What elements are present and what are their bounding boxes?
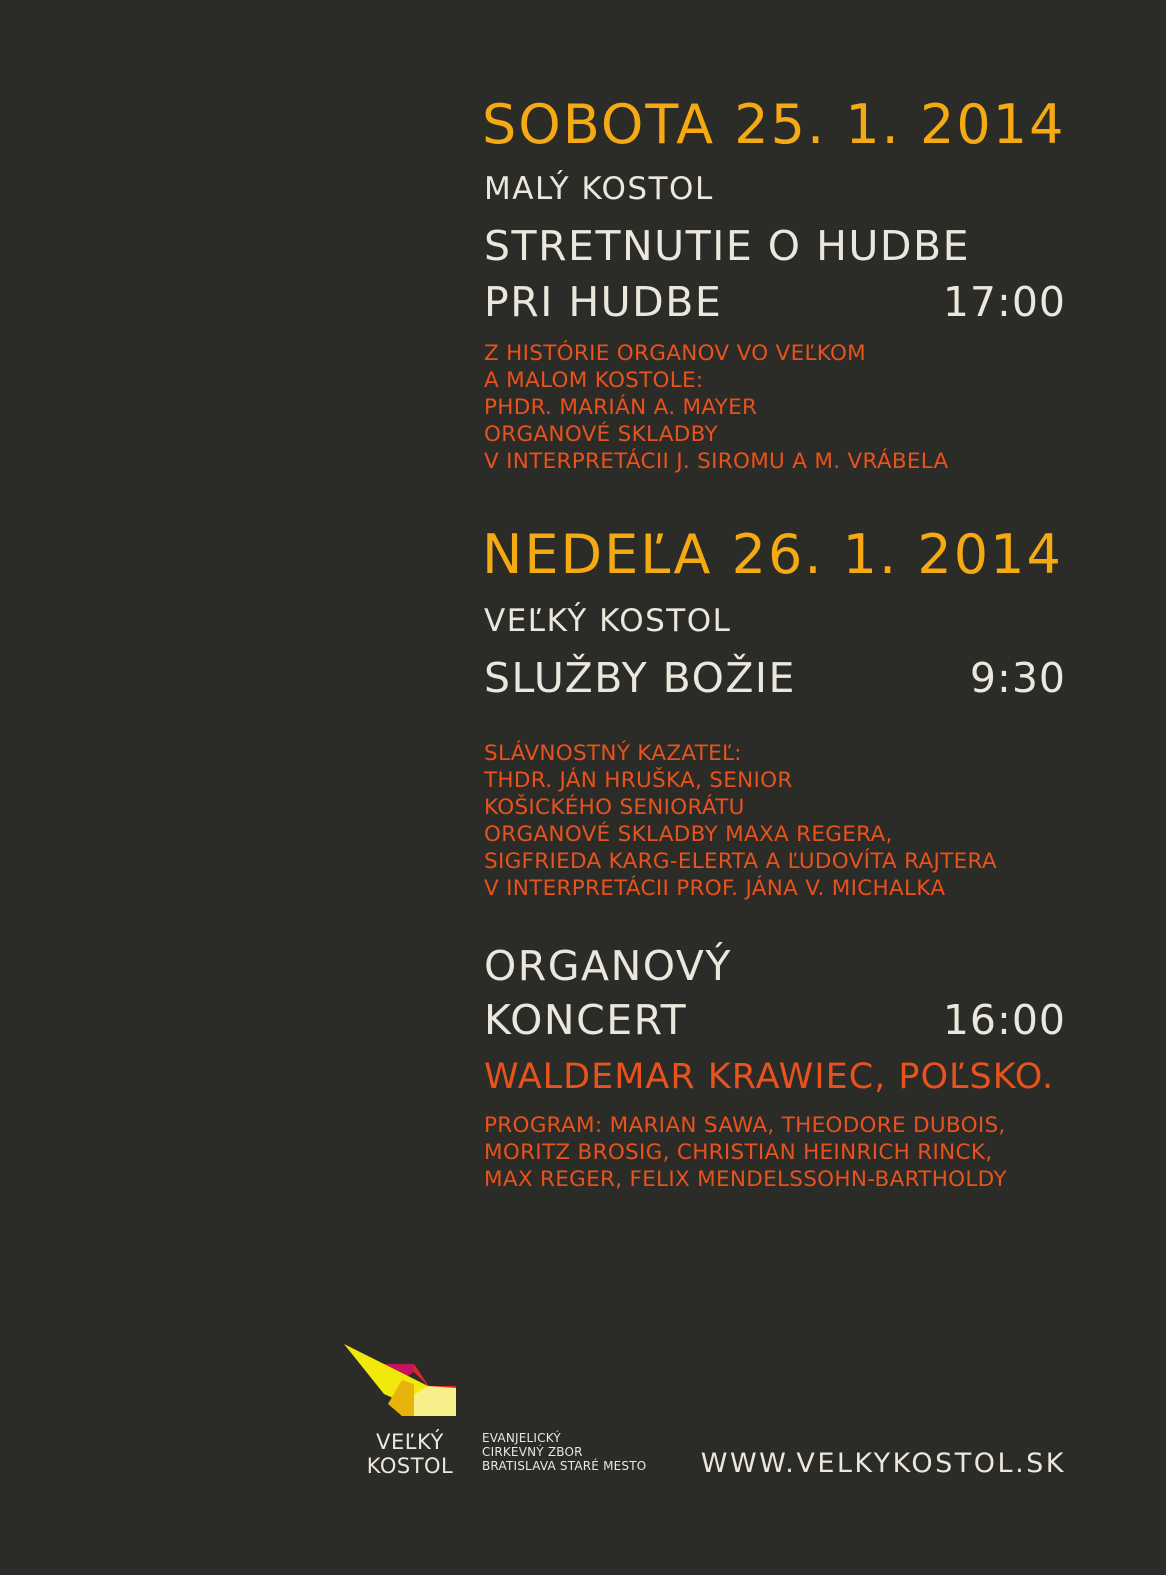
saturday-date-heading: SOBOTA 25. 1. 2014 [482,93,1066,156]
saturday-venue: MALÝ KOSTOL [484,171,714,207]
detail-line: PHDR. MARIÁN A. MAYER [484,395,758,420]
logo-wordmark [360,1430,460,1478]
detail-line: KOŠICKÉHO SENIORÁTU [484,795,745,820]
org-line3: BRATISLAVA STARÉ MESTO [482,1459,647,1473]
organization-name [482,1431,646,1473]
org-line2: CIRKEVNÝ ZBOR [482,1445,583,1459]
sunday-concert-title-line1: ORGANOVÝ [484,942,732,990]
detail-line: ORGANOVÉ SKLADBY MAXA REGERA, [484,822,893,847]
church-logo-icon [344,1344,456,1424]
saturday-event-time: 17:00 [942,278,1066,326]
detail-line: ORGANOVÉ SKLADBY [484,422,718,447]
sunday-service-title: SLUŽBY BOŽIE [484,654,796,702]
detail-line: A MALOM KOSTOLE: [484,368,704,393]
program-line: MAX REGER, FELIX MENDELSSOHN-BARTHOLDY [484,1167,1007,1192]
sunday-venue: VEĽKÝ KOSTOL [484,603,732,639]
detail-line: Z HISTÓRIE ORGANOV VO VEĽKOM [484,341,867,366]
saturday-event-title-line1: STRETNUTIE O HUDBE [484,222,971,270]
sunday-concert-time: 16:00 [942,996,1066,1044]
sunday-concert-performer: WALDEMAR KRAWIEC, POĽSKO. [484,1057,1055,1097]
program-line: PROGRAM: MARIAN SAWA, THEODORE DUBOIS, [484,1113,1006,1138]
sunday-concert-program [484,1112,1007,1193]
program-line: MORITZ BROSIG, CHRISTIAN HEINRICH RINCK, [484,1140,993,1165]
sunday-service-details [484,740,997,902]
saturday-event-title-line2: PRI HUDBE [484,278,723,326]
detail-line: SIGFRIEDA KARG-ELERTA A ĽUDOVÍTA RAJTERA [484,849,997,874]
logo-line2: KOSTOL [366,1454,454,1478]
sunday-service-time: 9:30 [969,654,1066,702]
detail-line: THDR. JÁN HRUŠKA, SENIOR [484,768,793,793]
org-line1: EVANJELICKÝ [482,1431,561,1445]
detail-line: SLÁVNOSTNÝ KAZATEĽ: [484,741,742,766]
detail-line: V INTERPRETÁCII PROF. JÁNA V. MICHALKA [484,876,946,901]
logo-line1: VEĽKÝ [376,1430,444,1454]
detail-line: V INTERPRETÁCII J. SIROMU A M. VRÁBELA [484,449,949,474]
website-link[interactable]: WWW.VELKYKOSTOL.SK [700,1448,1066,1479]
sunday-concert-title-line2: KONCERT [484,996,688,1044]
sunday-date-heading: NEDEĽA 26. 1. 2014 [482,523,1063,586]
saturday-event-details [484,340,949,475]
